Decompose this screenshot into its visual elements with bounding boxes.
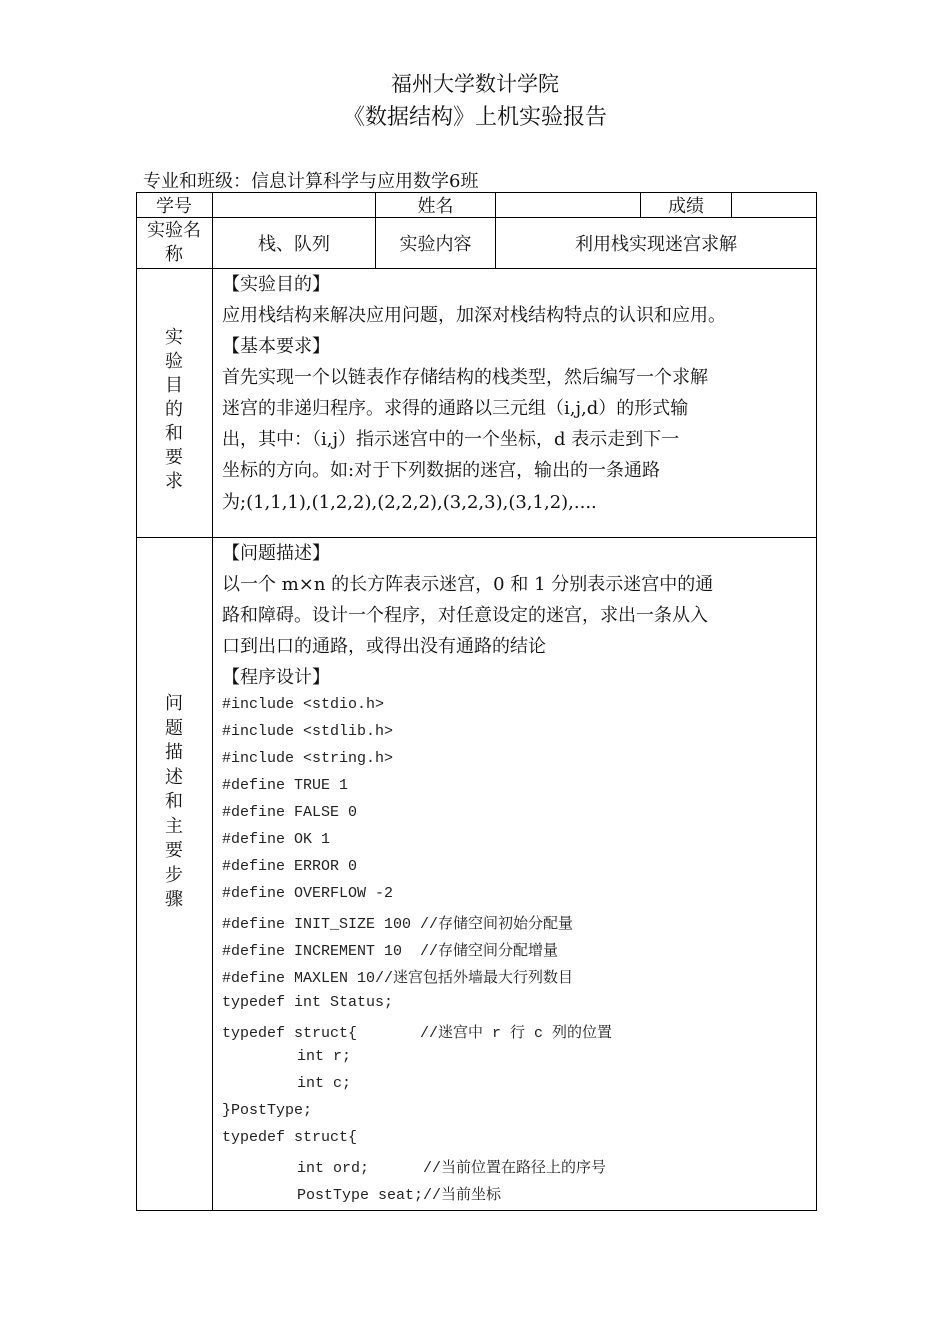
- label-char: 和: [165, 791, 183, 812]
- code-line: #include <stdio.h>: [222, 696, 385, 713]
- code-line: #define FALSE 0: [222, 804, 358, 821]
- report-title: 《数据结构》上机实验报告: [342, 105, 607, 130]
- grade-label: 成绩: [668, 196, 704, 217]
- label-char: 问: [165, 693, 183, 714]
- label-char: 目: [165, 375, 183, 396]
- code-line: typedef struct{ //迷宫中 r 行 c 列的位置: [222, 1025, 613, 1042]
- code-line: typedef struct{: [222, 1129, 358, 1146]
- label-char: 题: [165, 717, 183, 739]
- experiment-name-value: 栈、队列: [258, 234, 330, 255]
- problem-text: 路和障碍。设计一个程序，对任意设定的迷宫，求出一条从入: [222, 605, 708, 626]
- name-label: 姓名: [417, 196, 454, 217]
- student-id-label: 学号: [156, 196, 192, 217]
- label-char: 主: [165, 815, 183, 837]
- code-line: int c;: [297, 1075, 352, 1092]
- code-line: #define OK 1: [222, 831, 331, 848]
- code-line: typedef int Status;: [222, 994, 394, 1011]
- requirements-text: 为;(1,1,1),(1,2,2),(2,2,2),(3,2,3),(3,1,2),....: [222, 492, 597, 513]
- row-divider: [136, 537, 817, 538]
- column-divider: [212, 192, 213, 1211]
- label-char: 步: [165, 864, 183, 886]
- label-char: 验: [165, 351, 183, 372]
- table-border-right: [816, 192, 817, 1211]
- purpose-heading: 【实验目的】: [222, 274, 330, 295]
- grade-value: [732, 192, 816, 218]
- major-label: 专业和班级：: [143, 171, 251, 192]
- major-value: 信息计算科学与应用数学6班: [251, 171, 479, 192]
- label-char: 实: [165, 327, 183, 348]
- code-line: #define TRUE 1: [222, 777, 349, 794]
- requirements-text: 坐标的方向。如:对于下列数据的迷宫，输出的一条通路: [222, 460, 661, 481]
- code-line: int ord; //当前位置在路径上的序号: [297, 1160, 607, 1177]
- label-char: 求: [165, 471, 183, 492]
- requirements-heading: 【基本要求】: [222, 336, 330, 357]
- section-purpose-label: [136, 326, 212, 494]
- section-problem-label: [136, 692, 212, 913]
- code-line: #define INCREMENT 10 //存储空间分配增量: [222, 943, 559, 960]
- problem-heading: 【问题描述】: [222, 543, 330, 564]
- code-line: #include <string.h>: [222, 750, 394, 767]
- code-line: #define MAXLEN 10//迷宫包括外墙最大行列数目: [222, 970, 574, 987]
- major-class-line: [143, 167, 478, 193]
- experiment-content-value: 利用栈实现迷宫求解: [575, 234, 737, 255]
- code-line: }PostType;: [222, 1102, 313, 1119]
- code-line: #define OVERFLOW -2: [222, 885, 394, 902]
- requirements-text: 迷宫的非递归程序。求得的通路以三元组（i,j,d）的形式输: [222, 398, 689, 419]
- design-heading: 【程序设计】: [222, 667, 330, 688]
- student-id-value: [213, 192, 375, 218]
- problem-text: 口到出口的通路，或得出没有通路的结论: [222, 636, 546, 657]
- experiment-content-label: 实验内容: [399, 234, 472, 255]
- table-border-bottom: [136, 1210, 817, 1211]
- school-title: 福州大学数计学院: [391, 72, 559, 96]
- row-divider: [136, 268, 817, 269]
- code-line: int r;: [297, 1048, 352, 1065]
- code-line: #define INIT_SIZE 100 //存储空间初始分配量: [222, 916, 574, 933]
- label-char: 的: [165, 399, 183, 420]
- name-value: [496, 192, 640, 218]
- purpose-text: 应用栈结构来解决应用问题，加深对栈结构特点的认识和应用。: [222, 305, 726, 326]
- experiment-name-label: 实验名称: [147, 220, 201, 265]
- label-char: 要: [165, 840, 183, 861]
- label-char: 描: [165, 742, 183, 763]
- label-char: 要: [165, 447, 183, 468]
- problem-text: 以一个 m×n 的长方阵表示迷宫，0 和 1 分别表示迷宫中的通: [222, 574, 714, 595]
- label-char: 骤: [165, 889, 183, 910]
- requirements-text: 首先实现一个以链表作存储结构的栈类型，然后编写一个求解: [222, 367, 708, 388]
- requirements-text: 出，其中：（i,j）指示迷宫中的一个坐标，d 表示走到下一: [222, 429, 680, 450]
- label-char: 和: [165, 423, 183, 444]
- code-line: #define ERROR 0: [222, 858, 358, 875]
- code-line: #include <stdlib.h>: [222, 723, 394, 740]
- code-line: PostType seat;//当前坐标: [297, 1187, 502, 1204]
- label-char: 述: [165, 766, 183, 788]
